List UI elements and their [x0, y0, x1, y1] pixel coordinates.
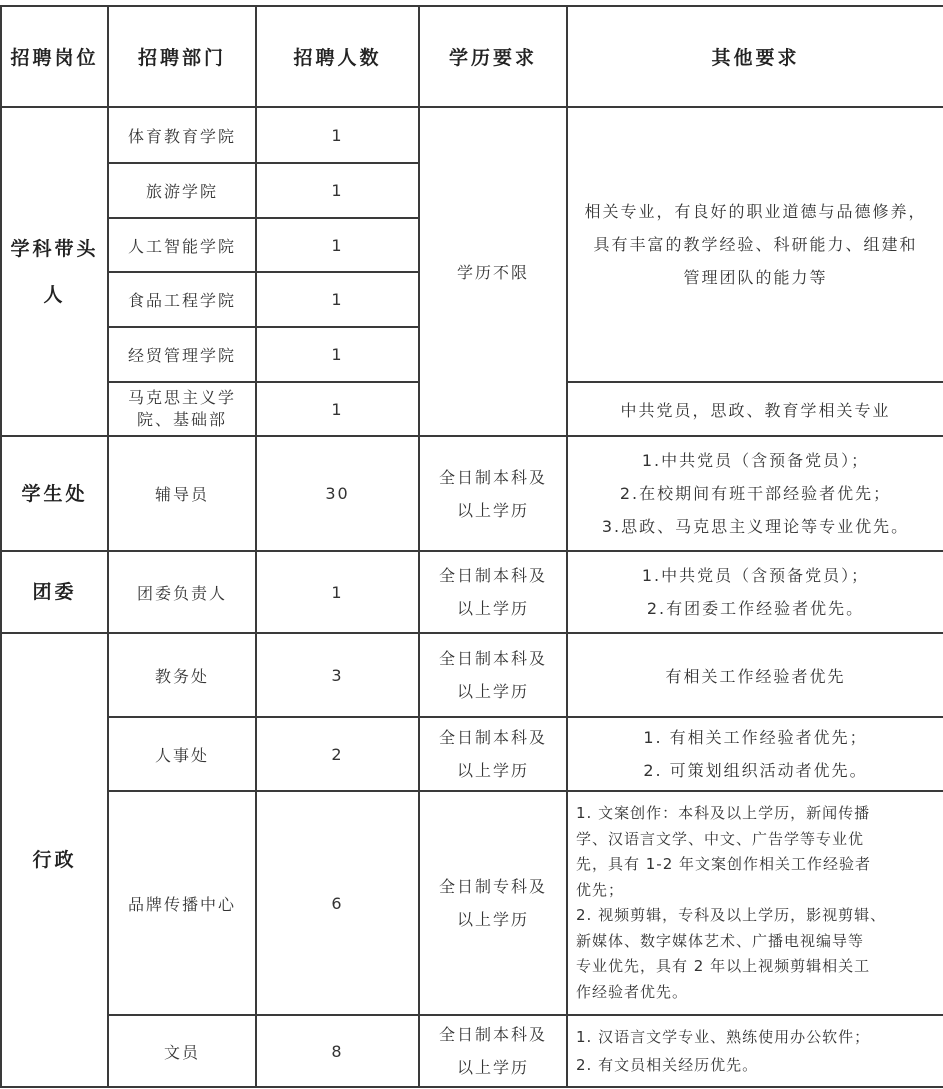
dept-cell: 教务处: [108, 633, 256, 717]
education-line: 以上学历: [456, 500, 529, 520]
dept-cell: 人工智能学院: [108, 218, 256, 272]
other-line: 先，具有 1-2 年文案创作相关工作经验者: [576, 855, 872, 873]
other-line: 2. 视频剪辑，专科及以上学历，影视剪辑、: [576, 906, 887, 924]
header-position: 招聘岗位: [1, 6, 108, 107]
dept-cell: 辅导员: [108, 436, 256, 551]
education-line: 全日制本科及: [438, 728, 547, 747]
dept-cell: 旅游学院: [108, 163, 256, 218]
other-line: 1. 有相关工作经验者优先；: [643, 728, 868, 747]
other-cell: [567, 791, 943, 1015]
count-cell: 8: [256, 1015, 419, 1087]
education-line: 以上学历: [456, 599, 529, 618]
table-row: [1, 1015, 943, 1087]
count-cell: 2: [256, 717, 419, 791]
position-youth-league: 团委: [1, 551, 108, 633]
education-line: 全日制本科及: [438, 1025, 547, 1044]
position-admin: 行政: [1, 633, 108, 1087]
other-line: 管理团队的能力等: [683, 268, 828, 287]
header-row: [1, 6, 943, 107]
other-line: 1.中共党员（含预备党员）；: [641, 451, 870, 470]
dept-line: 马克思主义学: [127, 388, 236, 407]
count-cell: 1: [256, 107, 419, 163]
other-cell: [567, 436, 943, 551]
recruitment-table: [0, 5, 943, 1088]
education-line: 以上学历: [456, 682, 529, 701]
dept-cell: 人事处: [108, 717, 256, 791]
dept-cell: 体育教育学院: [108, 107, 256, 163]
other-line: 1.中共党员（含预备党员）；: [641, 566, 870, 585]
education-academic: 学历不限: [419, 107, 567, 436]
count-cell: 1: [256, 551, 419, 633]
dept-line: 院、基础部: [136, 410, 227, 429]
count-cell: 1: [256, 218, 419, 272]
count-cell: 1: [256, 327, 419, 382]
header-department: 招聘部门: [108, 6, 256, 107]
education-cell: [419, 436, 567, 551]
other-academic-shared: [567, 107, 943, 382]
header-education: 学历要求: [419, 6, 567, 107]
count-cell: 6: [256, 791, 419, 1015]
other-cell: [567, 551, 943, 633]
other-line: 1. 文案创作：本科及以上学历，新闻传播: [576, 804, 871, 822]
other-cell: 有相关工作经验者优先: [567, 633, 943, 717]
count-cell: 1: [256, 163, 419, 218]
other-line: 优先；: [576, 880, 625, 899]
other-line: 相关专业，有良好的职业道德与品德修养，: [584, 202, 927, 221]
dept-cell: 食品工程学院: [108, 272, 256, 327]
education-cell: [419, 551, 567, 633]
education-cell: [419, 1015, 567, 1087]
education-line: 全日制本科及: [438, 467, 547, 487]
header-other: 其他要求: [567, 6, 943, 107]
position-student-office: 学生处: [1, 436, 108, 551]
table-row: [1, 633, 943, 717]
other-cell: 中共党员，思政、教育学相关专业: [567, 382, 943, 436]
dept-cell: [108, 382, 256, 436]
dept-cell: 团委负责人: [108, 551, 256, 633]
other-cell: [567, 717, 943, 791]
other-line: 2. 可策划组织活动者优先。: [643, 761, 868, 780]
other-line: 具有丰富的教学经验、科研能力、组建和: [593, 235, 918, 254]
other-cell: [567, 1015, 943, 1087]
count-cell: 1: [256, 272, 419, 327]
table-row: [1, 791, 943, 1015]
education-line: 以上学历: [456, 910, 529, 929]
education-line: 全日制专科及: [438, 877, 547, 896]
count-cell: 1: [256, 382, 419, 436]
education-line: 以上学历: [456, 761, 529, 780]
other-line: 学、汉语言文学、中文、广告学等专业优: [576, 829, 865, 848]
education-cell: [419, 791, 567, 1015]
table-row: [1, 107, 943, 163]
count-cell: 3: [256, 633, 419, 717]
dept-cell: 经贸管理学院: [108, 327, 256, 382]
other-line: 2. 有文员相关经历优先。: [576, 1056, 759, 1074]
header-count: 招聘人数: [256, 6, 419, 107]
other-line: 专业优先，具有 2 年以上视频剪辑相关工: [576, 957, 871, 975]
other-line: 2.在校期间有班干部经验者优先；: [619, 484, 892, 503]
education-line: 以上学历: [456, 1058, 529, 1077]
other-line: 新媒体、数字媒体艺术、广播电视编导等: [576, 931, 865, 950]
count-cell: 30: [256, 436, 419, 551]
other-line: 作经验者优先。: [576, 982, 689, 1001]
position-academic-lead: 学科带头人: [1, 107, 108, 436]
education-line: 全日制本科及: [438, 566, 547, 585]
education-cell: [419, 633, 567, 717]
education-line: 全日制本科及: [438, 649, 547, 668]
other-line: 1. 汉语言文学专业、熟练使用办公软件；: [576, 1028, 871, 1046]
other-line: 3.思政、马克思主义理论等专业优先。: [601, 517, 910, 536]
table-row: [1, 717, 943, 791]
other-line: 2.有团委工作经验者优先。: [646, 599, 865, 618]
table-row: [1, 551, 943, 633]
dept-cell: 文员: [108, 1015, 256, 1087]
dept-cell: 品牌传播中心: [108, 791, 256, 1015]
education-cell: [419, 717, 567, 791]
table-row: [1, 436, 943, 551]
